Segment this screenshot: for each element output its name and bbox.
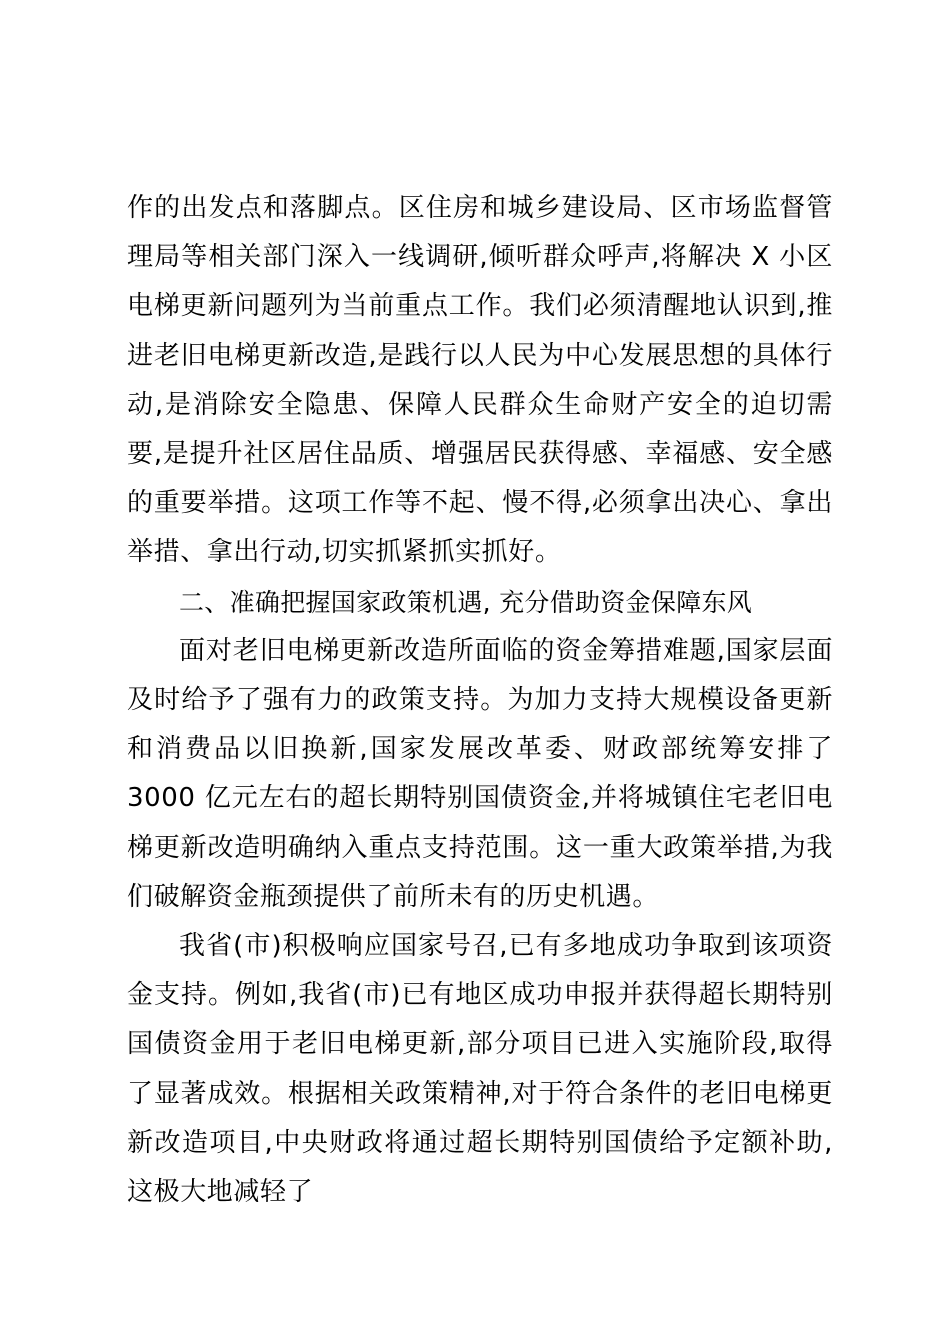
- body-paragraph-1: 作的出发点和落脚点。区住房和城乡建设局、区市场监督管理局等相关部门深入一线调研,倾听群众呼声,将解决 X 小区电梯更新问题列为当前重点工作。我们必须清醒地认识到,推进老旧电梯更新改造,是践行以人民为中心发展思想的具体行动,是消除安全隐患、保障人民群众生命财产安全的迫切需要,是提升社区居住品质、增强居民获得感、幸福感、安全感的重要举措。这项工作等不起、慢不得,必须拿出决心、拿出举措、拿出行动,切实抓紧抓实抓好。: [127, 193, 833, 568]
- document-body: [127, 184, 833, 1217]
- body-paragraph-3: 面对老旧电梯更新改造所面临的资金筹措难题,国家层面及时给予了强有力的政策支持。为加力支持大规模设备更新和消费品以旧换新,国家发展改革委、财政部统筹安排了 3000 亿元左右的超长期特别国债资金,并将城镇住宅老旧电梯更新改造明确纳入重点支持范围。这一重大政策举措,为我们破解资金瓶颈提供了前所未有的历史机遇。: [127, 635, 833, 912]
- section-heading-2: 二、准确把握国家政策机遇, 充分借助资金保障东风: [179, 587, 753, 617]
- body-paragraph-4: 我省(市)积极响应国家号召,已有多地成功争取到该项资金支持。例如,我省(市)已有地区成功申报并获得超长期特别国债资金用于老旧电梯更新,部分项目已进入实施阶段,取得了显著成效。根据相关政策精神,对于符合条件的老旧电梯更新改造项目,中央财政将通过超长期特别国债给予定额补助,这极大地减轻了: [127, 931, 833, 1208]
